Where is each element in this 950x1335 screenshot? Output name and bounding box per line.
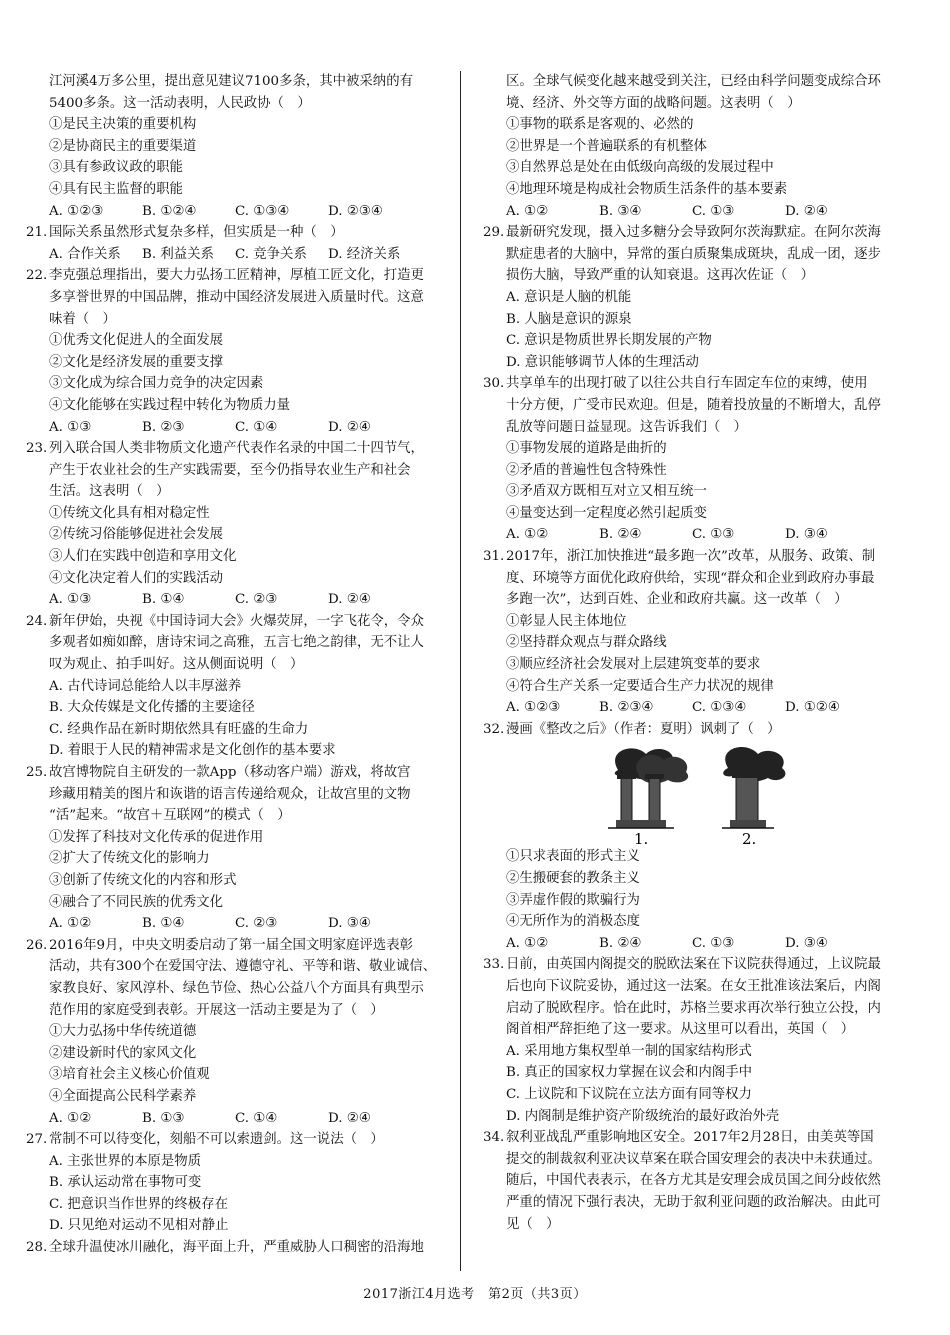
- option-a: A. ①③: [49, 419, 92, 435]
- column-divider: [460, 71, 461, 1271]
- statement-item: ②文化是经济发展的重要支撑: [49, 354, 224, 370]
- question-text: “活”起来。“故宫＋互联网”的模式（ ）: [49, 808, 291, 824]
- option-d: D. 内阁制是维护资产阶级统治的最好政治外壳: [506, 1108, 780, 1124]
- question-text: 故宫博物院自主研发的一款App（移动客户端）游戏，将故宫: [49, 765, 411, 780]
- question-text: 常制不可以待变化，刻船不可以索遗剑。这一说法（ ）: [49, 1132, 384, 1148]
- question-32: [483, 719, 907, 955]
- question-28: [26, 1237, 444, 1259]
- option-a: A. ①③: [49, 592, 92, 608]
- question-34: [483, 1127, 907, 1235]
- question-23: [26, 438, 444, 611]
- option-b: B. 人脑是意识的源泉: [506, 311, 632, 327]
- question-number: 32.: [483, 721, 505, 737]
- question-text: 多享誉世界的中国品牌，推动中国经济发展进入质量时代。这意: [49, 289, 424, 305]
- question-text: 活动，共有300个在爱国守法、遵德守礼、平等和谐、敬业诚信、: [49, 959, 437, 975]
- option-a: A. ①②: [49, 1110, 92, 1126]
- question-number: 27.: [26, 1132, 48, 1148]
- option-d: D. ③④: [328, 916, 371, 932]
- answer-options: [506, 933, 907, 955]
- statement-item: ②传统习俗能够促进社会发展: [49, 527, 224, 543]
- option-d: D. ②③④: [328, 203, 383, 219]
- cartoon-panel-2: [722, 747, 785, 828]
- statement-item: ①大力弘扬中华传统道德: [49, 1024, 197, 1040]
- answer-options: [49, 201, 444, 223]
- answer-options: [506, 201, 907, 223]
- right-column: [483, 71, 907, 1235]
- statement-item: ③文化成为综合国力竞争的决定因素: [49, 376, 264, 392]
- option-c: C. ①④: [235, 1110, 278, 1126]
- question-29: [483, 222, 907, 373]
- statement-item: ④文化决定着人们的实践活动: [49, 570, 224, 586]
- question-text: 后也向下议院妥协，通过这一法案。在女王批准该法案后，内阁: [506, 978, 881, 994]
- option-b: B. ①④: [142, 916, 185, 932]
- option-d: D. ③④: [785, 527, 828, 543]
- question-number: 22.: [26, 268, 48, 284]
- question-33: [483, 954, 907, 1127]
- option-b: B. ①③: [142, 1110, 185, 1126]
- option-b: B. 真正的国家权力掌握在议会和内阁手中: [506, 1065, 752, 1081]
- option-a: A. 古代诗词总能给人以丰厚滋养: [49, 678, 242, 694]
- option-c: C. ①④: [235, 419, 278, 435]
- statement-item: ①是民主决策的重要机构: [49, 117, 197, 133]
- question-text: 新年伊始，央视《中国诗词大会》火爆荧屏，一字飞花令，令众: [49, 613, 424, 629]
- option-a: A. ①②: [506, 935, 549, 951]
- statement-item: ①发挥了科技对文化传承的促进作用: [49, 829, 264, 845]
- option-a: A. 采用地方集权型单一制的国家结构形式: [506, 1043, 752, 1059]
- option-a: A. 意识是人脑的机能: [506, 289, 632, 305]
- question-text: 2017年，浙江加快推进“最多跑一次”改革，从服务、政策、制: [506, 549, 876, 565]
- statement-item: ①事物发展的道路是曲折的: [506, 441, 667, 457]
- statement-item: ③具有参政议政的职能: [49, 160, 183, 176]
- option-c: C. ①③④: [235, 203, 290, 219]
- option-b: B. ①④: [142, 592, 185, 608]
- option-c: C. 意识是物质世界长期发展的产物: [506, 333, 712, 349]
- question-text: 生活。这表明（ ）: [49, 484, 170, 500]
- question-text: 损伤大脑，导致严重的认知衰退。这再次佐证（ ）: [506, 268, 814, 284]
- statement-item: ③矛盾双方既相互对立又相互统一: [506, 484, 707, 500]
- question-text: 列入联合国人类非物质文化遗产代表作名录的中国二十四节气，: [49, 441, 424, 457]
- cartoon-label-2: 2.: [742, 830, 757, 847]
- question-text: 日前，由英国内阁提交的脱欧法案在下议院获得通过，上议院最: [506, 957, 881, 973]
- answer-options: [49, 417, 444, 439]
- question-text: 乱放等问题日益显现。这告诉我们（ ）: [506, 419, 748, 435]
- answer-options: [49, 244, 444, 266]
- option-d: D. ②④: [785, 203, 828, 219]
- cartoon-illustration: [506, 740, 907, 846]
- statement-item: ②扩大了传统文化的影响力: [49, 851, 210, 867]
- question-text: 全球升温使冰川融化，海平面上升，严重威胁人口稠密的沿海地: [49, 1240, 424, 1256]
- question-25: [26, 762, 444, 935]
- answer-options: [49, 913, 444, 935]
- factory-chimneys-cartoon: [506, 740, 806, 846]
- page-footer: 2017浙江4月选考 第2页（共3页）: [363, 1287, 587, 1302]
- question-text: 江河溪4万多公里，提出意见建议7100多条，其中被采纳的有: [49, 74, 413, 89]
- statement-item: ③培育社会主义核心价值观: [49, 1067, 210, 1083]
- statement-item: ②是协商民主的重要渠道: [49, 138, 197, 154]
- question-number: 25.: [26, 765, 48, 780]
- statement-item: ③顺应经济社会发展对上层建筑变革的要求: [506, 657, 761, 673]
- answer-options: [506, 697, 907, 719]
- option-b: B. ②④: [599, 935, 642, 951]
- option-b: B. 利益关系: [142, 246, 214, 262]
- option-b: B. ②③: [142, 419, 185, 435]
- statement-item: ④符合生产关系一定要适合生产力状况的规律: [506, 678, 774, 694]
- option-c: C. ①③④: [692, 700, 747, 716]
- option-d: D. ①②④: [785, 700, 840, 716]
- question-22: [26, 265, 444, 438]
- question-text: 默症患者的大脑中，异常的蛋白质聚集成斑块，乱成一团，逐步: [506, 246, 881, 262]
- question-number: 31.: [483, 549, 505, 565]
- question-text: 阁首相严辞拒绝了这一要求。从这里可以看出，英国（ ）: [506, 1022, 855, 1038]
- question-number: 29.: [483, 225, 505, 241]
- statement-item: ①传统文化具有相对稳定性: [49, 505, 210, 521]
- option-d: D. 只见绝对运动不见相对静止: [49, 1218, 229, 1234]
- question-text: 提交的制裁叙利亚决议草案在联合国安理会的表决中未获通过。: [506, 1151, 881, 1167]
- question-text: 见（ ）: [506, 1216, 560, 1232]
- statement-item: ①优秀文化促进人的全面发展: [49, 333, 224, 349]
- question-text: 随后，中国代表表示，在各方尤其是安理会成员国之间分歧依然: [506, 1173, 881, 1189]
- statement-item: ③弄虚作假的欺骗行为: [506, 892, 640, 908]
- option-c: C. 经典作品在新时期依然具有旺盛的生命力: [49, 721, 309, 737]
- statement-item: ③人们在实践中创造和享用文化: [49, 549, 237, 565]
- option-c: C. ①③: [692, 527, 735, 543]
- statement-item: ①彰显人民主体地位: [506, 613, 627, 629]
- question-31: [483, 546, 907, 719]
- question-24: [26, 611, 444, 762]
- option-c: C. ①③: [692, 935, 735, 951]
- question-text: 产生于农业社会的生产实践需要，至今仍指导农业生产和社会: [49, 462, 411, 478]
- statement-item: ④全面提高公民科学素养: [49, 1088, 197, 1104]
- question-20-continued: [26, 71, 444, 222]
- question-text: 国际关系虽然形式复杂多样，但实质是一种（ ）: [49, 225, 344, 241]
- question-text: 叙利亚战乱严重影响地区安全。2017年2月28日，由美英等国: [506, 1130, 874, 1146]
- question-text: 漫画《整改之后》（作者：夏明）讽刺了（ ）: [506, 721, 781, 737]
- option-a: A. ①②③: [49, 203, 104, 219]
- option-b: B. 大众传媒是文化传播的主要途径: [49, 700, 255, 716]
- question-number: 34.: [483, 1130, 505, 1146]
- question-text: 2016年9月，中央文明委启动了第一届全国文明家庭评选表彰: [49, 937, 413, 953]
- cartoon-panel-1: [608, 749, 688, 829]
- option-a: A. ①②: [49, 916, 92, 932]
- question-number: 21.: [26, 225, 48, 241]
- question-text: 度、环境等方面优化政府供给，实现“群众和企业到政府办事最: [506, 570, 875, 586]
- option-b: B. ③④: [599, 203, 642, 219]
- answer-options: [49, 589, 444, 611]
- question-number: 23.: [26, 441, 48, 457]
- option-c: C. ①③: [692, 203, 735, 219]
- statement-item: ②坚持群众观点与群众路线: [506, 635, 667, 651]
- option-d: D. ②④: [328, 419, 371, 435]
- statement-item: ②生搬硬套的教条主义: [506, 871, 640, 886]
- question-text: 家教良好、家风淳朴、绿色节俭、热心公益八个方面具有典型示: [49, 980, 424, 996]
- statement-item: ④量变达到一定程度必然引起质变: [506, 505, 707, 521]
- option-c: C. ②③: [235, 592, 278, 608]
- question-text: 5400多条。这一活动表明，人民政协（ ）: [49, 95, 311, 111]
- question-text: 珍藏用精美的图片和诙谐的语言传递给观众，让故宫里的文物: [49, 786, 411, 802]
- question-number: 30.: [483, 376, 505, 392]
- statement-item: ②建设新时代的家风文化: [49, 1045, 197, 1061]
- statement-item: ③创新了传统文化的内容和形式: [49, 872, 237, 888]
- option-a: A. ①②: [506, 203, 549, 219]
- question-text: 最新研究发现，摄入过多糖分会导致阿尔茨海默症。在阿尔茨海: [506, 225, 881, 241]
- left-column: [26, 71, 444, 1259]
- question-text: 多跑一次”，达到百姓、企业和政府共赢。这一改革（ ）: [506, 592, 848, 608]
- statement-item: ②矛盾的普遍性包含特殊性: [506, 462, 667, 478]
- option-d: D. 意识能够调节人体的生理活动: [506, 354, 699, 370]
- question-text: 严重的情况下强行表决，无助于叙利亚问题的政治解决。由此可: [506, 1194, 881, 1210]
- cartoon-label-1: 1.: [634, 830, 649, 847]
- question-number: 28.: [26, 1240, 48, 1256]
- question-text: 境、经济、外交等方面的战略问题。这表明（ ）: [506, 95, 801, 111]
- question-text: 共享单车的出现打破了以往公共自行车固定车位的束缚，使用: [506, 376, 868, 392]
- question-number: 33.: [483, 957, 505, 973]
- question-21: [26, 222, 444, 265]
- option-b: B. 承认运动常在事物可变: [49, 1175, 202, 1191]
- option-b: B. ②③④: [599, 700, 654, 716]
- question-text: 味着（ ）: [49, 311, 116, 327]
- question-text: 启动了脱欧程序。恰在此时，苏格兰要求再次举行独立公投，内: [506, 1000, 881, 1016]
- question-text: 李克强总理指出，要大力弘扬工匠精神，厚植工匠文化，打造更: [49, 268, 424, 284]
- question-text: 区。全球气候变化越来越受到关注，已经由科学问题变成综合环: [506, 74, 881, 89]
- statement-item: ④具有民主监督的职能: [49, 181, 183, 197]
- question-26: [26, 935, 444, 1129]
- statement-item: ④无所作为的消极态度: [506, 914, 640, 930]
- option-d: D. ③④: [785, 935, 828, 951]
- question-text: 范作用的家庭受到表彰。开展这一活动主要是为了（ ）: [49, 1002, 384, 1018]
- option-d: D. ②④: [328, 592, 371, 608]
- answer-options: [49, 1108, 444, 1130]
- option-d: D. ②④: [328, 1110, 371, 1126]
- question-number: 26.: [26, 937, 48, 953]
- question-28-continued: [483, 71, 907, 222]
- option-c: C. ②③: [235, 916, 278, 932]
- statement-item: ②世界是一个普遍联系的有机整体: [506, 138, 707, 154]
- question-text: 多观者如痴如醉，唐诗宋词之高雅，五言七绝之韵律，无不让人: [49, 635, 424, 651]
- question-27: [26, 1129, 444, 1237]
- option-a: A. ①②③: [506, 700, 561, 716]
- option-b: B. ②④: [599, 527, 642, 543]
- statement-item: ③自然界总是处在由低级向高级的发展过程中: [506, 160, 774, 176]
- option-a: A. 合作关系: [49, 246, 121, 262]
- statement-item: ④地理环境是构成社会物质生活条件的基本要素: [506, 181, 788, 197]
- statement-item: ④文化能够在实践过程中转化为物质力量: [49, 397, 291, 413]
- option-a: A. 主张世界的本原是物质: [49, 1153, 202, 1169]
- question-text: 叹为观止、拍手叫好。这从侧面说明（ ）: [49, 657, 304, 673]
- option-c: C. 竞争关系: [235, 246, 307, 262]
- question-30: [483, 373, 907, 546]
- statement-item: ④融合了不同民族的优秀文化: [49, 894, 224, 910]
- option-b: B. ①②④: [142, 203, 197, 219]
- option-d: D. 经济关系: [328, 246, 401, 262]
- option-d: D. 着眼于人民的精神需求是文化创作的基本要求: [49, 743, 336, 759]
- option-c: C. 上议院和下议院在立法方面有同等权力: [506, 1086, 752, 1102]
- question-number: 24.: [26, 613, 48, 629]
- option-c: C. 把意识当作世界的终极存在: [49, 1196, 228, 1212]
- answer-options: [506, 524, 907, 546]
- question-text: 十分方便，广受市民欢迎。但是，随着投放量的不断增大，乱停: [506, 397, 881, 413]
- statement-item: ①事物的联系是客观的、必然的: [506, 117, 694, 133]
- statement-item: ①只求表面的形式主义: [506, 849, 640, 865]
- option-a: A. ①②: [506, 527, 549, 543]
